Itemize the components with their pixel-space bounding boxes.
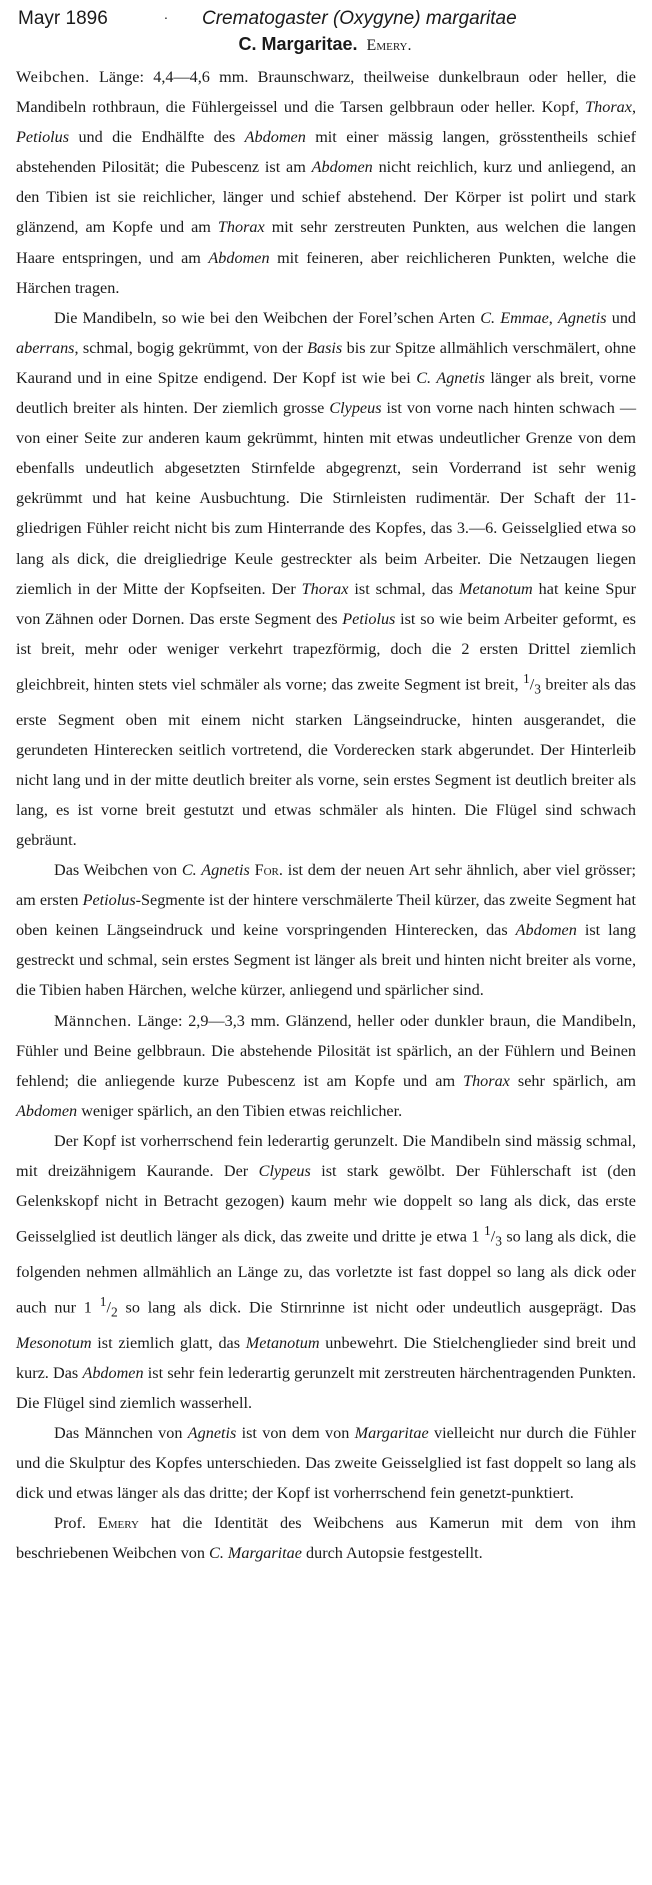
paragraph-mandibeln: Die Mandibeln, so wie bei den Weibchen der Forel’schen Arten C. Emmae, Agnetis und aberrans, schmal, bogig gekrümmt, von der Basis bis zur Spitze allmählich verschmälert, ohne Kaurand und in eine Spitze endigend. Der Kopf ist wie bei C. Agnetis länger als breit, vorne deutlich breiter als hinten. Der ziemlich grosse Clypeus ist von vorne nach hinten schwach — von einer Seite zur anderen kaum gekrümmt, hinten mit etwas undeutlicher Grenze von dem ebenfalls undeutlich abgesetzten Stirnfelde abgegrenzt, sein Vorderrand ist sehr wenig gekrümmt und hat keine Ausbuchtung. Die Stirnleisten rudimentär. Der Schaft der 11-gliedrigen Fühler reicht nicht bis zum Hinterrande des Kopfes, das 3.—6. Geisselglied etwa so lang als dick, die dreigliedrige Keule gestreckter als beim Arbeiter. Die Netzaugen liegen ziemlich in der Mitte der Kopfseiten. Der Thorax ist schmal, das Metanotum hat keine Spur von Zähnen oder Dornen. Das erste Segment des Petiolus ist so wie beim Arbeiter geformt, es ist breit, mehr oder weniger verkehrt trapezförmig, doch die 2 ersten Drittel ziemlich gleichbreit, hinten stets viel schmäler als vorne; das zweite Segment ist breit, $^1/_3$ breiter als das erste Segment oben mit einem nicht starken Längseindrucke, hinten ausgerandet, die gerundeten Hinterecken seitlich vortretend, die Vorderecken stark abgerundet. Der Hinterleib nicht lang und in der mitte deutlich breiter als vorne, sein erstes Segment ist deutlich breiter als lang, es ist vorne breit gestutzt und etwas schmäler als hinten. Die Flügel sind schwach gebräunt.: [16, 308, 637, 849]
author-year: Mayr 1896: [18, 8, 108, 29]
paragraph-agnetis-weibchen: Das Weibchen von C. Agnetis For. ist dem der neuen Art sehr ähnlich, aber viel grösser; am ersten Petiolus-Segmente ist der hintere verschmälerte Theil kürzer, das zweite Segment hat oben keinen Längseindruck und keine vorspringenden Hinterecken, das Abdomen ist lang gestreckt und schmal, sein erstes Segment ist länger als breit und hinten nicht breiter als vorne, die Tibien haben Härchen, welche kürzer, anliegend und spärlicher sind.: [16, 861, 637, 1000]
species-author: Emery.: [366, 37, 412, 54]
species-heading: [12, 34, 638, 58]
header-separator: .: [164, 6, 168, 22]
paragraph-agnetis-maennchen: Das Männchen von Agnetis ist von dem von Margaritae vielleicht nur durch die Fühler und die Skulptur des Kopfes unterschieden. Das zweite Geisselglied ist fast doppelt so lang als dick und etwas länger als das dritte; der Kopf ist vorherrschend fein genetzt-punktiert.: [16, 1424, 637, 1503]
paragraph-kopf: Der Kopf ist vorherrschend fein lederartig gerunzelt. Die Mandibeln sind mässig schmal, mit dreizähnigem Kaurande. Der Clypeus ist stark gewölbt. Der Fühlerschaft ist (den Gelenkskopf nicht in Betracht gezogen) kaum mehr wie doppelt so lang als dick, das erste Geisselglied ist deutlich länger als dick, das zweite und dritte je etwa 1 $^1/_3$ so lang als dick, die folgenden nehmen allmählich an Länge zu, das vorletzte ist fast doppel so lang als dick oder auch nur 1 $^1/_2$ so lang als dick. Die Stirnrinne ist nicht oder undeutlich ausgeprägt. Das Mesonotum ist ziemlich glatt, das Metanotum unbewehrt. Die Stielchenglieder sind breit und kurz. Das Abdomen ist sehr fein lederartig gerunzelt mit zerstreuten härchentragenden Punkten. Die Flügel sind ziemlich wasserhell.: [16, 1131, 637, 1412]
paragraph-emery: Prof. Emery hat die Identität des Weibchens aus Kamerun mit dem von ihm beschriebenen Weibchen von C. Margaritae durch Autopsie festgestellt.: [16, 1514, 636, 1563]
description-body: [12, 62, 638, 1568]
taxon-name: Crematogaster (Oxygyne) margaritae: [202, 8, 517, 29]
running-header: [12, 6, 638, 34]
paragraph-maennchen: Männchen. Länge: 2,9—3,3 mm. Glänzend, heller oder dunkler braun, die Mandibeln, Fühler und Beine gelbbraun. Die abstehende Pilosität ist spärlich, an der Fühlern und Beinen fehlend; die anliegende kurze Pubescenz ist am Kopfe und am Thorax sehr spärlich, am Abdomen weniger spärlich, an den Tibien etwas reichlicher.: [16, 1011, 636, 1120]
species-name: C. Margaritae.: [238, 34, 358, 54]
paragraph-weibchen: Weibchen. Länge: 4,4—4,6 mm. Braunschwarz, theilweise dunkelbraun oder heller, die Mandibeln rothbraun, die Fühlergeissel und die Tarsen gelbbraun oder heller. Kopf, Thorax, Petiolus und die Endhälfte des Abdomen mit einer mässig langen, grösstentheils schief abstehenden Pilosität; die Pubescenz ist am Abdomen nicht reichlich, kurz und anliegend, an den Tibien ist sie reichlicher, länger und schief abstehend. Der Körper ist polirt und stark glänzend, am Kopfe und am Thorax mit sehr zerstreuten Punkten, aus welchen die langen Haare entspringen, und am Abdomen mit feineren, aber reichlicheren Punkten, welche die Härchen tragen.: [16, 68, 636, 297]
